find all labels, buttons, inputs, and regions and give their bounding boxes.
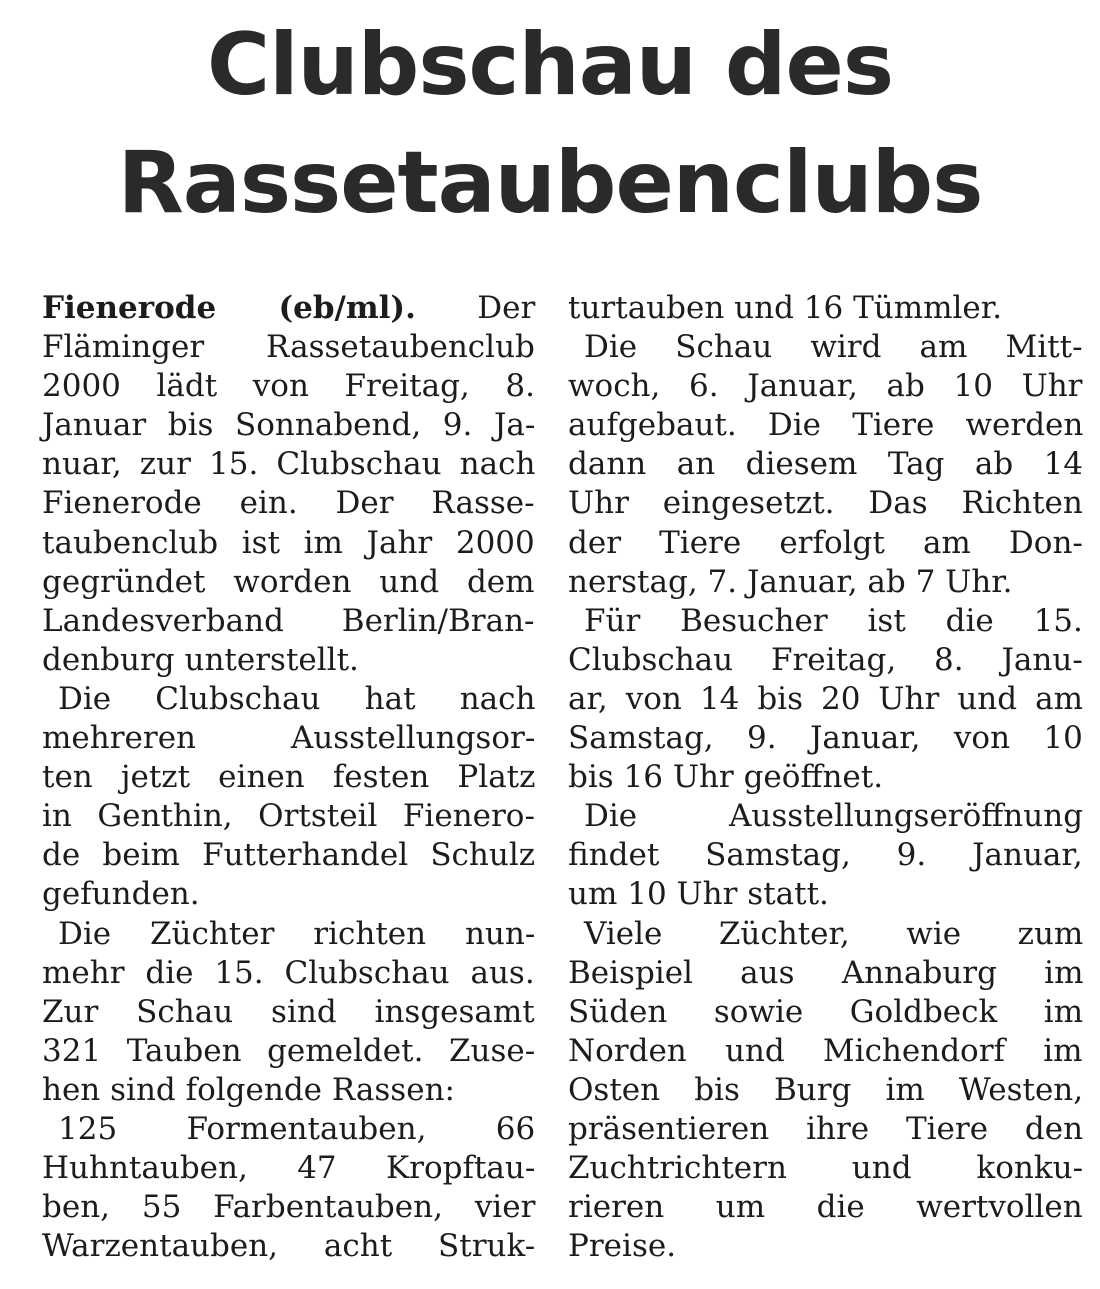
article-line — [42, 367, 535, 406]
article-line-text: mehreren Ausstellungsor- — [42, 720, 536, 757]
article-line — [42, 758, 535, 797]
article-line — [42, 993, 535, 1032]
article-line-text: 2000 lädt von Freitag, 8. — [42, 368, 535, 405]
article-line-text: Fienerode ein. Der Rasse- — [42, 485, 535, 522]
article-line — [568, 367, 1083, 406]
article-line-text: ben, 55 Farbentauben, vier — [42, 1189, 536, 1226]
article-line-text: Fläminger Rassetaubenclub — [42, 329, 535, 366]
article-line — [42, 1110, 535, 1149]
article-line — [42, 875, 535, 914]
article-line-text: Die Schau wird am Mitt- — [584, 329, 1083, 366]
article-line-text: in Genthin, Ortsteil Fienero- — [42, 798, 535, 835]
article-line-text: Uhr eingesetzt. Das Richten — [568, 485, 1083, 522]
article-line — [568, 524, 1083, 563]
article-line-text: findet Samstag, 9. Januar, — [568, 837, 1083, 874]
article-line — [42, 954, 535, 993]
article-line — [42, 1149, 535, 1188]
article-line — [568, 1071, 1083, 1110]
article-line-text: Huhntauben, 47 Kropftau- — [42, 1150, 536, 1187]
article-line — [568, 1227, 1083, 1266]
headline-line-1: Clubschau des — [206, 15, 894, 115]
article-line-text: Zur Schau sind insgesamt — [42, 993, 535, 1030]
article-line — [42, 915, 535, 954]
article-line — [568, 641, 1083, 680]
article-line — [42, 289, 535, 328]
article-line-text: Samstag, 9. Januar, von 10 — [568, 720, 1083, 757]
article-line-text: Warzentauben, acht Struk- — [42, 1228, 536, 1265]
article-line — [42, 563, 535, 602]
article-line-text: gegründet worden und dem — [42, 563, 535, 600]
article-line-text: denburg unterstellt. — [42, 641, 359, 678]
article-line-text: hen sind folgende Rassen: — [42, 1071, 455, 1108]
article-line-text: um 10 Uhr statt. — [568, 876, 829, 913]
article-headline — [0, 6, 1100, 242]
article-line-text: dann an diesem Tag ab 14 — [568, 446, 1084, 483]
article-line-text: mehr die 15. Clubschau aus. — [42, 954, 535, 991]
article-line-text: Süden sowie Goldbeck im — [568, 993, 1084, 1030]
article-line — [568, 289, 1083, 328]
article-line — [568, 836, 1083, 875]
article-line-text: Preise. — [568, 1228, 677, 1265]
article-column-right — [568, 289, 1083, 1266]
article-line — [568, 954, 1083, 993]
article-line — [568, 445, 1083, 484]
article-line-text: 125 Formentauben, 66 — [58, 1110, 536, 1147]
article-line — [568, 602, 1083, 641]
article-line-text: Die Züchter richten nun- — [58, 915, 536, 952]
article-line-text: Für Besucher ist die 15. — [584, 602, 1083, 639]
article-line-text: nuar, zur 15. Clubschau nach — [42, 446, 536, 483]
article-line-text: bis 16 Uhr geöffnet. — [568, 759, 884, 796]
article-line — [42, 641, 535, 680]
article-line — [42, 602, 535, 641]
article-line-text: ten jetzt einen festen Platz — [42, 759, 536, 796]
article-line — [42, 406, 535, 445]
article-line-text: nerstag, 7. Januar, ab 7 Uhr. — [568, 563, 1013, 600]
article-line-text: Der — [477, 290, 536, 326]
article-line — [42, 484, 535, 523]
article-line-text: Landesverband Berlin/Bran- — [42, 602, 535, 639]
article-line — [568, 797, 1083, 836]
article-line — [568, 1032, 1083, 1071]
article-line — [568, 993, 1083, 1032]
article-line — [568, 406, 1083, 445]
article-line — [568, 1188, 1083, 1227]
article-line-text: Zuchtrichtern und konku- — [568, 1150, 1084, 1187]
article-line-text: Norden und Michendorf im — [568, 1032, 1083, 1069]
article-line — [42, 1071, 535, 1110]
article-line — [568, 328, 1083, 367]
article-line — [568, 680, 1083, 719]
article-line-text: Beispiel aus Annaburg im — [568, 954, 1084, 991]
article-line — [568, 758, 1083, 797]
article-line-text: de beim Futterhandel Schulz — [42, 837, 536, 874]
article-line — [568, 1110, 1083, 1149]
article-line — [568, 1149, 1083, 1188]
article-line-text: Januar bis Sonnabend, 9. Ja- — [42, 407, 536, 444]
article-line — [42, 836, 535, 875]
article-line-text: der Tiere erfolgt am Don- — [568, 524, 1083, 561]
article-line — [568, 875, 1083, 914]
article-line — [568, 484, 1083, 523]
article-line — [42, 328, 535, 367]
headline-line-2: Rassetaubenclubs — [117, 133, 983, 233]
article-line-text: rieren um die wertvollen — [568, 1189, 1083, 1226]
article-dateline: Fienerode (eb/ml). — [42, 290, 416, 326]
article-column-left — [42, 289, 535, 1266]
article-line-text: Viele Züchter, wie zum — [584, 915, 1084, 952]
article-line-text: turtauben und 16 Tümmler. — [568, 290, 1003, 326]
article-line — [42, 719, 535, 758]
article-line — [568, 915, 1083, 954]
article-line — [42, 797, 535, 836]
article-line-text: Die Clubschau hat nach — [58, 680, 536, 717]
article-line-text: woch, 6. Januar, ab 10 Uhr — [568, 368, 1083, 405]
article-line — [568, 563, 1083, 602]
article-line-text: gefunden. — [42, 876, 200, 913]
article-line-text: taubenclub ist im Jahr 2000 — [42, 524, 535, 561]
article-line — [42, 445, 535, 484]
article-line — [42, 680, 535, 719]
article-line — [42, 524, 535, 563]
article-line — [42, 1188, 535, 1227]
article-line — [42, 1227, 535, 1266]
article-line-text: ar, von 14 bis 20 Uhr und am — [568, 680, 1083, 717]
article-line-text: aufgebaut. Die Tiere werden — [568, 407, 1084, 444]
article-line-text: Die Ausstellungseröffnung — [584, 798, 1084, 835]
article-line — [42, 1032, 535, 1071]
article-line-text: 321 Tauben gemeldet. Zuse- — [42, 1032, 536, 1069]
article-line-text: präsentieren ihre Tiere den — [568, 1110, 1084, 1147]
article-line-text: Osten bis Burg im Westen, — [568, 1071, 1084, 1108]
article-line — [568, 719, 1083, 758]
article-line-text: Clubschau Freitag, 8. Janu- — [568, 641, 1083, 678]
